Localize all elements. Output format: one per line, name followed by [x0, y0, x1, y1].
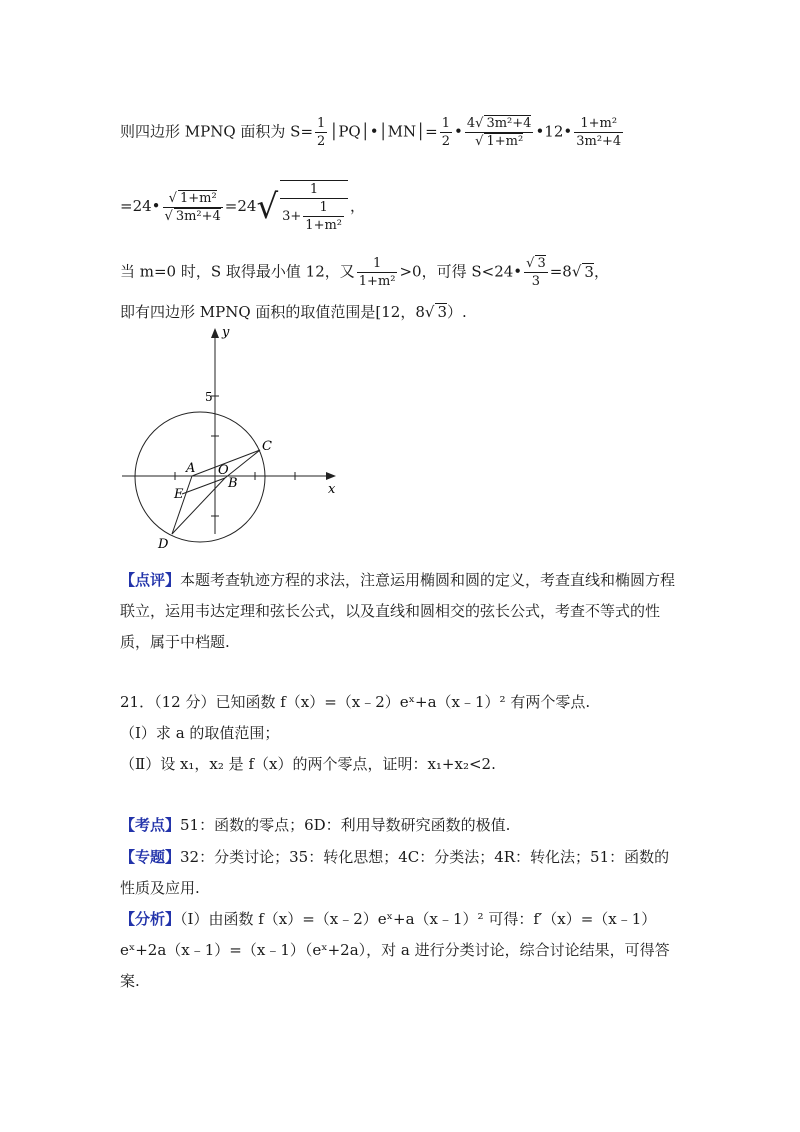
fraction-sqrt-ratio-2: $\frac{\text{√ 1+m²}}{\text{√ 3m²+4}}$ — [164, 190, 221, 224]
line-da — [172, 476, 192, 534]
problem-21-part-1: （Ⅰ）求 a 的取值范围； — [120, 724, 280, 742]
point-o-label: O — [218, 463, 229, 478]
zhuanti-text: 32：分类讨论；35：转化思想；4C：分类法；4R：转化法；51：函数的性质及应用. — [120, 848, 670, 897]
pq-mn-text: │PQ│•│MN│= — [329, 122, 438, 141]
kaodian-line — [120, 815, 510, 835]
fraction-sqrt-ratio: $\frac{\text{4√ 3m²+4}}{\text{√ 1+m²}}$ — [466, 116, 532, 149]
tick-5-label: 5 — [205, 390, 213, 404]
comment-paragraph — [120, 565, 680, 658]
comment-tag: 【点评】 — [120, 571, 181, 589]
point-d-label: D — [158, 537, 169, 552]
fenxi-paragraph — [120, 904, 680, 997]
point-c-label: C — [262, 439, 272, 454]
problem-21-title: 21．（12 分）已知函数 f（x）=（x﹣2）eˣ+a（x﹣1）² 有两个零点. — [120, 693, 591, 711]
times-12: •12• — [535, 122, 573, 141]
formula-line-2: =24• $\frac{\text{√ 1+m²}}{\text{√ 3m²+4}}$ =24√ 1 3+ $\frac{1}{\text{1+m²}}$ ， — [120, 182, 366, 233]
zhuanti-paragraph — [120, 842, 680, 904]
half-fraction-2: $\frac{1}{2}$ — [441, 116, 451, 149]
problem-21-part-2: （Ⅱ）设 x₁，x₂ 是 f（x）的两个零点，证明：x₁+x₂<2. — [120, 755, 496, 773]
circle — [135, 412, 265, 542]
fraction-m-ratio: $\frac{\text{1+m²}}{\text{3m²+4}}$ — [576, 116, 622, 149]
formula-prefix: 则四边形 MPNQ 面积为 S= — [120, 122, 314, 141]
formula-line-3: 当 m=0 时，S 取得最小值 12，又 $\frac{1}{\text{1+m²}}$ >0，可得 S<24• $\frac{√ 3}{3}$ =8√ 3， — [120, 256, 609, 289]
point-b-label: B — [228, 476, 238, 491]
formula-line-1: 则四边形 MPNQ 面积为 S= $\frac{1}{2}$ │PQ│•│MN│= $\frac{1}{2}$ • $\frac{\text{4√ 3m²+4}}{\text{√ 1+m²}}$ •12• $\frac{\text{1+m²}}{\text{3m²+4}}$ — [120, 116, 622, 149]
kaodian-text: 51：函数的零点；6D：利用导数研究函数的极值. — [180, 816, 511, 834]
fenxi-text: （Ⅰ）由函数 f（x）=（x﹣2）eˣ+a（x﹣1）² 可得：f′（x）=（x﹣1）eˣ+2a（x﹣1）=（x﹣1）（eˣ+2a），对 a 进行分类讨论，综合讨论结果，可得答案. — [120, 910, 670, 990]
formula-line-4: 即有四边形 MPNQ 面积的取值范围是[12，8√ 3）. — [120, 303, 467, 321]
half-fraction: $\frac{1}{2}$ — [317, 116, 326, 149]
comment-text: 本题考查轨迹方程的求法，注意运用椭圆和圆的定义，考查直线和椭圆方程联立，运用韦达定理和弦长公式，以及直线和圆相交的弦长公式，考查不等式的性质，属于中档题. — [120, 571, 676, 651]
zhuanti-tag: 【专题】 — [120, 848, 181, 866]
fenxi-tag: 【分析】 — [120, 910, 181, 928]
point-a-label: A — [186, 461, 196, 476]
point-e-label: E — [174, 487, 184, 502]
x-axis-arrow — [326, 472, 336, 480]
y-axis-label: y — [222, 325, 230, 340]
figure-svg — [110, 322, 350, 552]
y-axis-arrow — [211, 328, 219, 338]
geometry-figure — [110, 322, 350, 556]
x-axis-label: x — [328, 482, 336, 497]
kaodian-tag: 【考点】 — [120, 816, 181, 834]
nested-fraction: 1 3+ $\frac{1}{\text{1+m²}}$ — [280, 180, 348, 234]
